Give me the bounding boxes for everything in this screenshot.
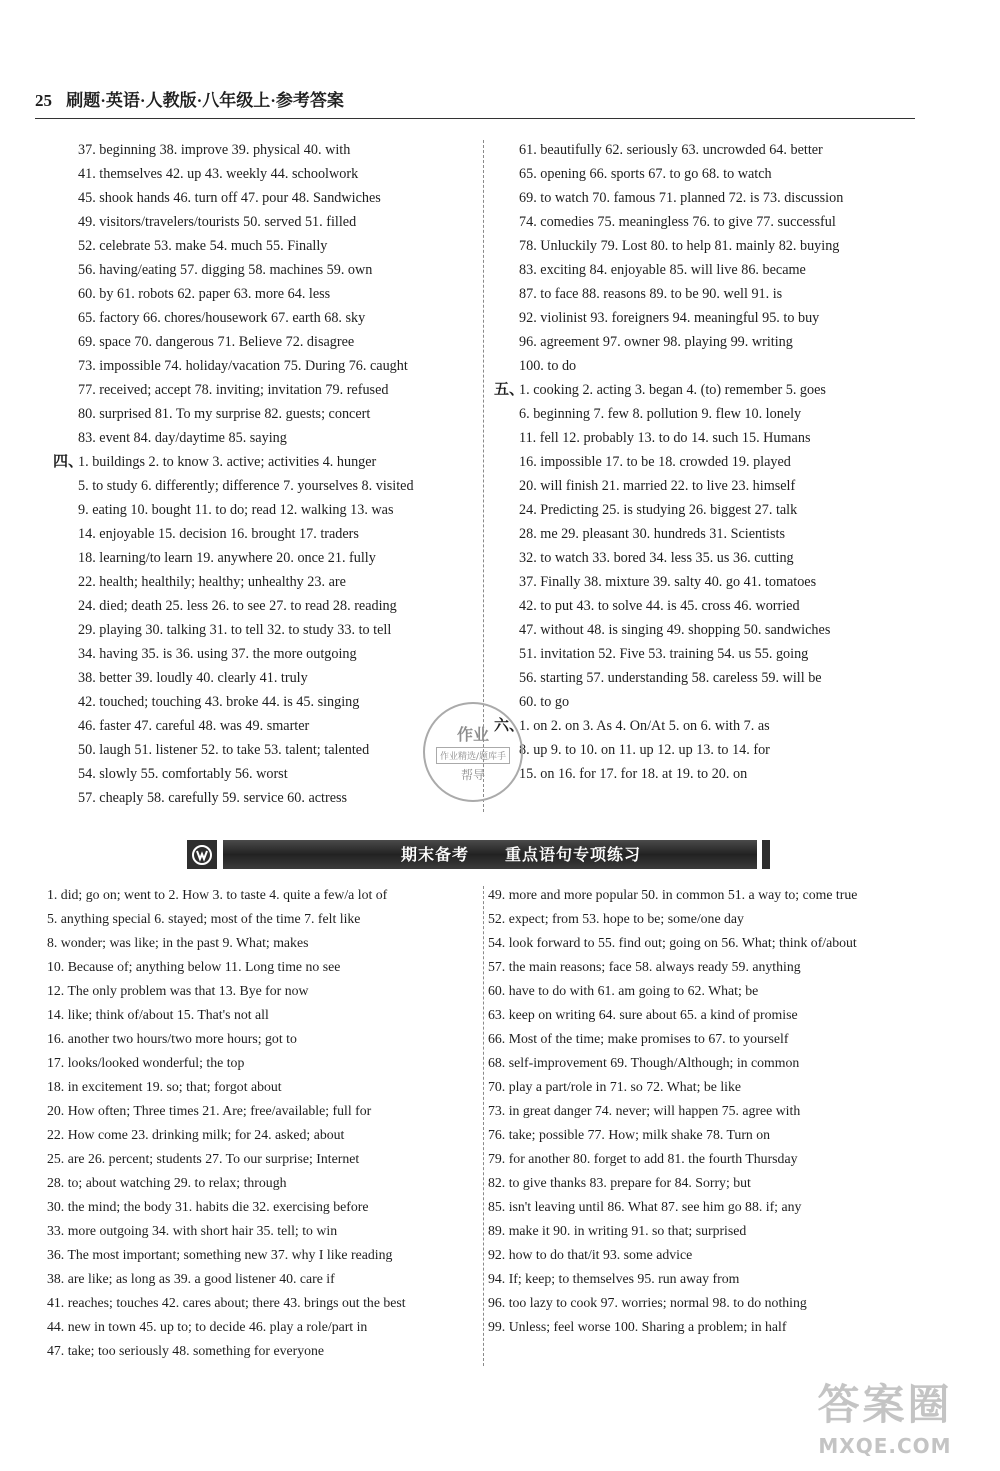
- page-number: 25: [35, 91, 52, 110]
- answer-line: 54. look forward to 55. find out; going on 56. What; think of/about: [488, 935, 857, 950]
- answer-line: [494, 450, 914, 474]
- answer-text: 73. impossible 74. holiday/vacation 75. During 76. caught: [78, 358, 408, 374]
- answer-text: 51. invitation 52. Five 53. training 54. us 55. going: [519, 646, 809, 662]
- banner-title-part2: 重点语句专项练习: [505, 845, 642, 864]
- answer-line: [494, 258, 914, 282]
- answer-line: 22. How come 23. drinking milk; for 24. asked; about: [47, 1127, 345, 1142]
- answer-text: 5. to study 6. differently; difference 7. yourselves 8. visited: [78, 478, 414, 494]
- answer-text: 37. beginning 38. improve 39. physical 40. with: [78, 142, 351, 158]
- homework-stamp: [423, 702, 523, 802]
- answer-text: 77. received; accept 78. inviting; invitation 79. refused: [78, 382, 389, 398]
- answer-text: 24. Predicting 25. is studying 26. biggest 27. talk: [519, 502, 798, 518]
- answer-line: [53, 546, 483, 570]
- answer-line: [494, 426, 914, 450]
- answer-text: 52. celebrate 53. make 54. much 55. Finally: [78, 238, 328, 254]
- answer-line: 17. looks/looked wonderful; the top: [47, 1055, 245, 1070]
- answer-text: 28. me 29. pleasant 30. hundreds 31. Scientists: [519, 526, 785, 542]
- answer-line: 96. too lazy to cook 97. worries; normal 98. to do nothing: [488, 1295, 807, 1310]
- answer-line: 47. take; too seriously 48. something for everyone: [47, 1343, 325, 1358]
- answer-line: [494, 138, 914, 162]
- answer-text: 87. to face 88. reasons 89. to be 90. well 91. is: [519, 286, 783, 302]
- answer-line: 89. make it 90. in writing 91. so that; surprised: [488, 1223, 747, 1238]
- answer-line: 66. Most of the time; make promises to 67. to yourself: [488, 1031, 789, 1046]
- answer-line: 49. more and more popular 50. in common 51. a way to; come true: [488, 887, 858, 902]
- answer-text: 22. health; healthily; healthy; unhealthy 23. are: [78, 574, 346, 590]
- answer-text: 61. beautifully 62. seriously 63. uncrowded 64. better: [519, 142, 823, 158]
- answer-text: 24. died; death 25. less 26. to see 27. to read 28. reading: [78, 598, 397, 614]
- answer-line: [53, 450, 483, 474]
- sentences-column-right: [488, 883, 928, 1339]
- answer-line: 70. play a part/role in 71. so 72. What; be like: [488, 1079, 742, 1094]
- answer-line: [494, 210, 914, 234]
- answer-text: 1. on 2. on 3. As 4. On/At 5. on 6. with 7. as: [519, 718, 770, 734]
- answer-line: 18. in excitement 19. so; that; forgot about: [47, 1079, 282, 1094]
- banner-logo-icon: [187, 840, 217, 869]
- answer-line: 1. did; go on; went to 2. How 3. to taste 4. quite a few/a lot of: [47, 887, 388, 902]
- answer-line: 41. reaches; touches 42. cares about; there 43. brings out the best: [47, 1295, 406, 1310]
- answer-text: 57. cheaply 58. carefully 59. service 60. actress: [78, 790, 348, 806]
- answer-line: [53, 306, 483, 330]
- answer-line: 68. self-improvement 69. Though/Although; in common: [488, 1055, 800, 1070]
- answer-line: [494, 690, 914, 714]
- answer-line: [494, 402, 914, 426]
- answer-text: 20. will finish 21. married 22. to live 23. himself: [519, 478, 796, 494]
- answer-line: 20. How often; Three times 21. Are; free/available; full for: [47, 1103, 372, 1118]
- answer-line: 63. keep on writing 64. sure about 65. a kind of promise: [488, 1007, 798, 1022]
- answer-text: 69. space 70. dangerous 71. Believe 72. disagree: [78, 334, 355, 350]
- answer-line: 25. are 26. percent; students 27. To our surprise; Internet: [47, 1151, 360, 1166]
- section-number: 四、: [53, 454, 84, 470]
- answer-text: 80. surprised 81. To my surprise 82. guests; concert: [78, 406, 371, 422]
- answers-column-right-top: [494, 138, 914, 786]
- answer-line: 82. to give thanks 83. prepare for 84. Sorry; but: [488, 1175, 751, 1190]
- answer-text: 74. comedies 75. meaningless 76. to give 77. successful: [519, 214, 836, 230]
- answer-text: 83. event 84. day/daytime 85. saying: [78, 430, 287, 446]
- stamp-text-bottom: 帮导: [460, 767, 485, 782]
- banner-end-cap: [762, 840, 770, 869]
- answer-line: [53, 714, 483, 738]
- answer-line: [53, 234, 483, 258]
- answer-line: [53, 162, 483, 186]
- answer-text: 14. enjoyable 15. decision 16. brought 17. traders: [78, 526, 359, 542]
- answer-line: 10. Because of; anything below 11. Long time no see: [47, 959, 341, 974]
- answer-line: [494, 282, 914, 306]
- answer-text: 1. cooking 2. acting 3. began 4. (to) remember 5. goes: [519, 382, 826, 398]
- answer-text: 100. to do: [519, 358, 577, 374]
- answer-text: 1. buildings 2. to know 3. active; activities 4. hunger: [78, 454, 377, 470]
- answer-line: [53, 138, 483, 162]
- answer-text: 54. slowly 55. comfortably 56. worst: [78, 766, 288, 782]
- stamp-text-top: 作业: [456, 724, 489, 744]
- answer-line: [494, 642, 914, 666]
- answer-line: [53, 738, 483, 762]
- section-number: 五、: [494, 382, 525, 398]
- answer-line: [53, 282, 483, 306]
- answer-text: 65. factory 66. chores/housework 67. earth 68. sky: [78, 310, 366, 326]
- answer-text: 42. to put 43. to solve 44. is 45. cross 46. worried: [519, 598, 800, 614]
- answer-line: 33. more outgoing 34. with short hair 35. tell; to win: [47, 1223, 338, 1238]
- answer-line: 57. the main reasons; face 58. always ready 59. anything: [488, 959, 801, 974]
- answer-line: 5. anything special 6. stayed; most of the time 7. felt like: [47, 911, 361, 926]
- sentences-column-left: [47, 883, 487, 1363]
- watermark-domain: MXQE.COM: [818, 1434, 952, 1458]
- answer-line: [494, 618, 914, 642]
- answer-line: 85. isn't leaving until 86. What 87. see him go 88. if; any: [488, 1199, 802, 1214]
- answer-line: [53, 354, 483, 378]
- banner-title-part1: 期末备考: [401, 845, 470, 864]
- answer-text: 42. touched; touching 43. broke 44. is 45. singing: [78, 694, 360, 710]
- answer-line: 36. The most important; something new 37. why I like reading: [47, 1247, 393, 1262]
- answer-line: [53, 258, 483, 282]
- answer-text: 47. without 48. is singing 49. shopping 50. sandwiches: [519, 622, 831, 638]
- answer-line: [494, 594, 914, 618]
- answer-line: [494, 762, 914, 786]
- answer-line: 94. If; keep; to themselves 95. run away from: [488, 1271, 740, 1286]
- answer-line: [494, 498, 914, 522]
- answer-line: [53, 762, 483, 786]
- answer-text: 6. beginning 7. few 8. pollution 9. flew 10. lonely: [519, 406, 802, 422]
- answer-line: 38. are like; as long as 39. a good listener 40. care if: [47, 1271, 335, 1286]
- stamp-text-middle: 作业精选/题库手: [436, 747, 510, 764]
- answer-line: [53, 402, 483, 426]
- answer-text: 37. Finally 38. mixture 39. salty 40. go 41. tomatoes: [519, 574, 817, 590]
- answer-line: [53, 186, 483, 210]
- answer-text: 78. Unluckily 79. Lost 80. to help 81. mainly 82. buying: [519, 238, 840, 254]
- answer-line: [53, 642, 483, 666]
- answer-text: 18. learning/to learn 19. anywhere 20. once 21. fully: [78, 550, 376, 566]
- answer-line: [494, 378, 914, 402]
- answer-line: [494, 738, 914, 762]
- answer-text: 32. to watch 33. bored 34. less 35. us 36. cutting: [519, 550, 794, 566]
- answer-text: 60. by 61. robots 62. paper 63. more 64. less: [78, 286, 331, 302]
- answer-line: 28. to; about watching 29. to relax; through: [47, 1175, 287, 1190]
- answer-line: 52. expect; from 53. hope to be; some/one day: [488, 911, 744, 926]
- site-watermark: [800, 1377, 970, 1463]
- answer-line: [53, 786, 483, 810]
- answer-text: 50. laugh 51. listener 52. to take 53. talent; talented: [78, 742, 370, 758]
- answer-text: 41. themselves 42. up 43. weekly 44. schoolwork: [78, 166, 359, 182]
- answer-text: 56. starting 57. understanding 58. careless 59. will be: [519, 670, 822, 686]
- answer-line: 76. take; possible 77. How; milk shake 78. Turn on: [488, 1127, 771, 1142]
- answer-line: [494, 330, 914, 354]
- answer-line: [53, 498, 483, 522]
- answer-line: [494, 474, 914, 498]
- banner-title-bar: [223, 840, 757, 869]
- answer-text: 29. playing 30. talking 31. to tell 32. to study 33. to tell: [78, 622, 392, 638]
- answer-line: 79. for another 80. forget to add 81. the fourth Thursday: [488, 1151, 798, 1166]
- answer-text: 16. impossible 17. to be 18. crowded 19. played: [519, 454, 791, 470]
- page-header-title: 刷题·英语·人教版·八年级上·参考答案: [66, 91, 344, 110]
- answer-line: [494, 354, 914, 378]
- answer-line: [494, 522, 914, 546]
- answer-line: 99. Unless; feel worse 100. Sharing a problem; in half: [488, 1319, 787, 1334]
- answer-line: 12. The only problem was that 13. Bye for now: [47, 983, 309, 998]
- answer-line: [494, 162, 914, 186]
- answer-text: 56. having/eating 57. digging 58. machines 59. own: [78, 262, 373, 278]
- answer-line: [53, 330, 483, 354]
- answer-line: [53, 618, 483, 642]
- answer-line: 73. in great danger 74. never; will happen 75. agree with: [488, 1103, 801, 1118]
- answer-text: 60. to go: [519, 694, 570, 710]
- answer-line: [53, 474, 483, 498]
- answer-line: 16. another two hours/two more hours; got to: [47, 1031, 297, 1046]
- answer-line: 14. like; think of/about 15. That's not all: [47, 1007, 269, 1022]
- answer-line: [53, 570, 483, 594]
- answer-line: [53, 426, 483, 450]
- answer-line: [53, 690, 483, 714]
- answer-text: 15. on 16. for 17. for 18. at 19. to 20. on: [519, 766, 748, 782]
- page-header: [35, 84, 915, 119]
- answer-line: [494, 666, 914, 690]
- answer-line: [53, 210, 483, 234]
- answer-text: 45. shook hands 46. turn off 47. pour 48. Sandwiches: [78, 190, 381, 206]
- watermark-text: 答案圈: [817, 1380, 953, 1429]
- answer-line: [494, 546, 914, 570]
- section-banner: [187, 840, 770, 869]
- answer-line: 30. the mind; the body 31. habits die 32. exercising before: [47, 1199, 369, 1214]
- answer-text: 69. to watch 70. famous 71. planned 72. is 73. discussion: [519, 190, 844, 206]
- answer-line: [494, 186, 914, 210]
- answer-text: 38. better 39. loudly 40. clearly 41. truly: [78, 670, 308, 686]
- answer-text: 9. eating 10. bought 11. to do; read 12. walking 13. was: [78, 502, 394, 518]
- answer-line: 8. wonder; was like; in the past 9. What; makes: [47, 935, 309, 950]
- answer-line: [494, 570, 914, 594]
- answers-column-left-top: [53, 138, 483, 810]
- answer-line: 60. have to do with 61. am going to 62. What; be: [488, 983, 759, 998]
- answer-text: 8. up 9. to 10. on 11. up 12. up 13. to 14. for: [519, 742, 770, 758]
- answer-text: 46. faster 47. careful 48. was 49. smarter: [78, 718, 310, 734]
- answer-line: [53, 522, 483, 546]
- answer-line: [53, 378, 483, 402]
- answer-text: 92. violinist 93. foreigners 94. meaningful 95. to buy: [519, 310, 820, 326]
- answer-text: 83. exciting 84. enjoyable 85. will live 86. became: [519, 262, 806, 278]
- answer-text: 49. visitors/travelers/tourists 50. served 51. filled: [78, 214, 357, 230]
- answer-line: [53, 594, 483, 618]
- answer-line: [494, 714, 914, 738]
- answer-line: 92. how to do that/it 93. some advice: [488, 1247, 693, 1262]
- answer-text: 65. opening 66. sports 67. to go 68. to watch: [519, 166, 772, 182]
- section-number: 六、: [494, 718, 525, 734]
- answer-line: [494, 234, 914, 258]
- answer-line: [494, 306, 914, 330]
- answer-text: 96. agreement 97. owner 98. playing 99. writing: [519, 334, 793, 350]
- answer-line: [53, 666, 483, 690]
- answer-text: 34. having 35. is 36. using 37. the more outgoing: [78, 646, 357, 662]
- answer-line: 44. new in town 45. up to; to decide 46. play a role/part in: [47, 1319, 368, 1334]
- answer-text: 11. fell 12. probably 13. to do 14. such 15. Humans: [519, 430, 811, 446]
